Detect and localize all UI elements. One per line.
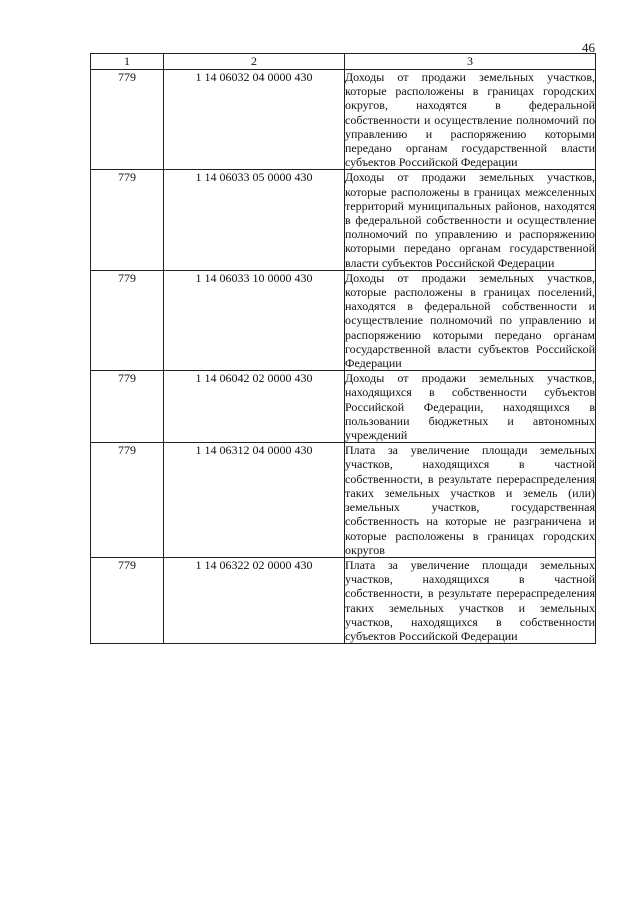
admin-code-cell: 779 <box>91 70 164 170</box>
revenue-code-cell: 1 14 06042 02 0000 430 <box>164 371 345 443</box>
column-header-2: 2 <box>164 54 345 70</box>
admin-code-cell: 779 <box>91 170 164 270</box>
table-header-row <box>91 54 596 70</box>
description-cell: Доходы от продажи земельных участков, которые расположены в границах городских округов, находятся в федеральной собственности и осуществление полномочий по управлению и распоряжению которыми передано органам государственной власти субъектов Российской Федерации <box>345 70 595 170</box>
page-number: 46 <box>582 40 595 55</box>
table-row <box>91 557 596 643</box>
table-row <box>91 371 596 443</box>
description-cell: Доходы от продажи земельных участков, находящихся в собственности субъектов Российской Федерации, находящихся в пользовании бюджетных и автономных учреждений <box>345 371 595 443</box>
admin-code-cell: 779 <box>91 371 164 443</box>
table-row <box>91 270 596 370</box>
table-row <box>91 70 596 170</box>
revenue-code-cell: 1 14 06322 02 0000 430 <box>164 557 345 643</box>
description-cell: Плата за увеличение площади земельных участков, находящихся в частной собственности, в результате перераспределения таких земельных участков и земельных участков, находящихся в собственности субъектов Российской Федерации <box>345 557 595 643</box>
admin-code-cell: 779 <box>91 443 164 558</box>
column-header-1: 1 <box>91 54 164 70</box>
revenue-code-cell: 1 14 06312 04 0000 430 <box>164 443 345 558</box>
column-header-3: 3 <box>345 54 596 70</box>
revenue-code-cell: 1 14 06032 04 0000 430 <box>164 70 345 170</box>
revenue-code-cell: 1 14 06033 10 0000 430 <box>164 270 345 370</box>
table-row <box>91 170 596 270</box>
table-row <box>91 443 596 558</box>
admin-code-cell: 779 <box>91 557 164 643</box>
admin-code-cell: 779 <box>91 270 164 370</box>
description-cell: Доходы от продажи земельных участков, которые расположены в границах межселенных территорий муниципальных районов, находятся в федеральной собственности и осуществление полномочий по управлению и распоряжению которыми передано органам государственной власти субъектов Российской Федерации <box>345 170 595 270</box>
revenue-codes-table <box>90 53 596 644</box>
revenue-code-cell: 1 14 06033 05 0000 430 <box>164 170 345 270</box>
description-cell: Доходы от продажи земельных участков, которые расположены в границах поселений, находятся в федеральной собственности и осуществление полномочий по управлению и распоряжению которыми передано органам государственной власти субъектов Российской Федерации <box>345 270 595 371</box>
description-cell: Плата за увеличение площади земельных участков, находящихся в частной собственности, в результате перераспределения таких земельных участков и земель (или) земельных участков, государственная собственность на которые не разграничена и которые расположены в границах городских округов <box>345 443 595 557</box>
